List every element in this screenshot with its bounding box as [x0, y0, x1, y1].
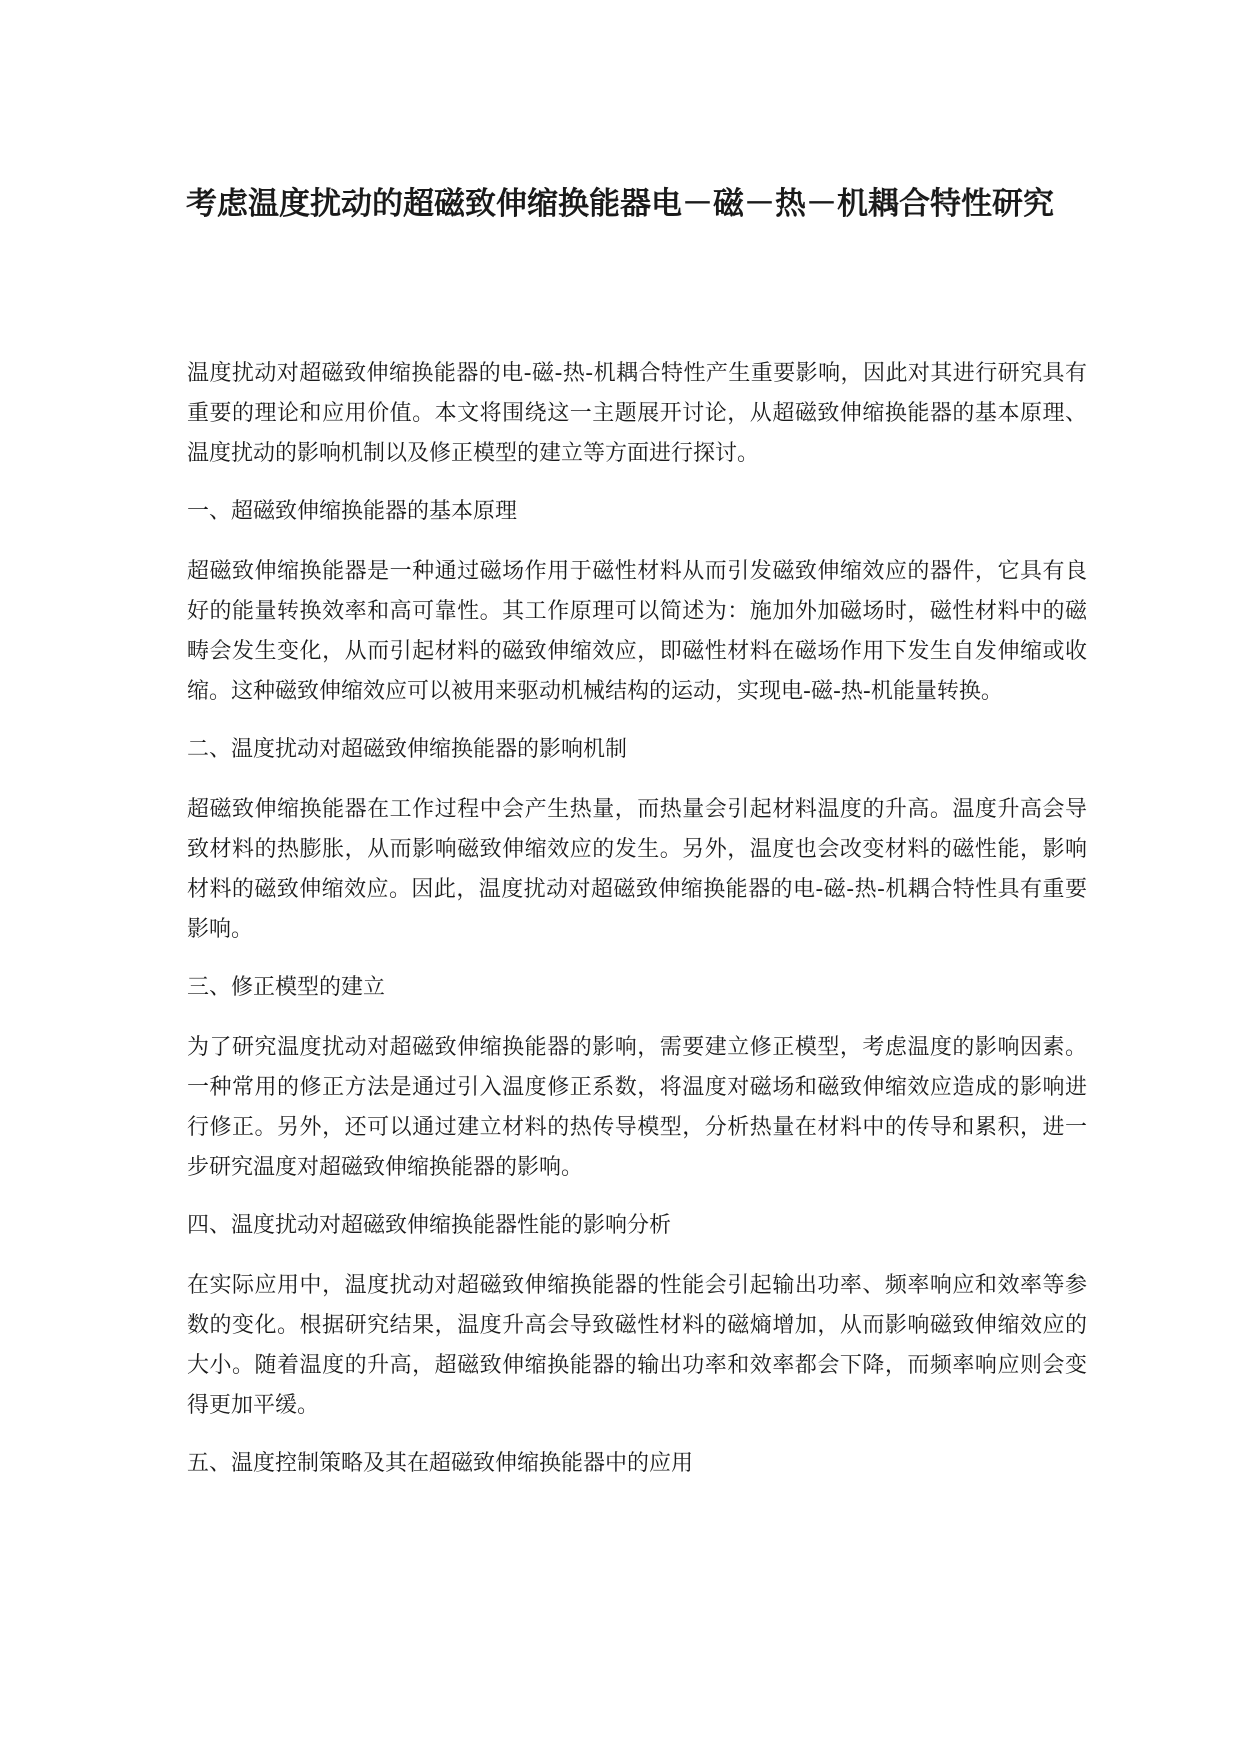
document-body: [187, 354, 1087, 1504]
intro-paragraph: 温度扰动对超磁致伸缩换能器的电-磁-热-机耦合特性产生重要影响，因此对其进行研究具有重要的理论和应用价值。本文将围绕这一主题展开讨论，从超磁致伸缩换能器的基本原理、温度扰动的影响机制以及修正模型的建立等方面进行探讨。: [187, 361, 1087, 466]
document-title: 考虑温度扰动的超磁致伸缩换能器电－磁－热－机耦合特性研究: [186, 186, 1054, 222]
section-heading-3: 三、修正模型的建立: [187, 975, 386, 1000]
section-heading-5: 五、温度控制策略及其在超磁致伸缩换能器中的应用: [187, 1451, 694, 1476]
section-heading-4: 四、温度扰动对超磁致伸缩换能器性能的影响分析: [187, 1213, 672, 1238]
section-heading-2: 二、温度扰动对超磁致伸缩换能器的影响机制: [187, 737, 628, 762]
section-body-1: 超磁致伸缩换能器是一种通过磁场作用于磁性材料从而引发磁致伸缩效应的器件，它具有良好的能量转换效率和高可靠性。其工作原理可以简述为：施加外加磁场时，磁性材料中的磁畴会发生变化，从而引起材料的磁致伸缩效应，即磁性材料在磁场作用下发生自发伸缩或收缩。这种磁致伸缩效应可以被用来驱动机械结构的运动，实现电-磁-热-机能量转换。: [187, 559, 1087, 704]
section-heading-1: 一、超磁致伸缩换能器的基本原理: [187, 499, 518, 524]
section-body-2: 超磁致伸缩换能器在工作过程中会产生热量，而热量会引起材料温度的升高。温度升高会导致材料的热膨胀，从而影响磁致伸缩效应的发生。另外，温度也会改变材料的磁性能，影响材料的磁致伸缩效应。因此，温度扰动对超磁致伸缩换能器的电-磁-热-机耦合特性具有重要影响。: [187, 797, 1087, 942]
section-body-3: 为了研究温度扰动对超磁致伸缩换能器的影响，需要建立修正模型，考虑温度的影响因素。一种常用的修正方法是通过引入温度修正系数，将温度对磁场和磁致伸缩效应造成的影响进行修正。另外，还可以通过建立材料的热传导模型，分析热量在材料中的传导和累积，进一步研究温度对超磁致伸缩换能器的影响。: [187, 1035, 1087, 1180]
section-body-4: 在实际应用中，温度扰动对超磁致伸缩换能器的性能会引起输出功率、频率响应和效率等参数的变化。根据研究结果，温度升高会导致磁性材料的磁熵增加，从而影响磁致伸缩效应的大小。随着温度的升高，超磁致伸缩换能器的输出功率和效率都会下降，而频率响应则会变得更加平缓。: [187, 1273, 1087, 1418]
